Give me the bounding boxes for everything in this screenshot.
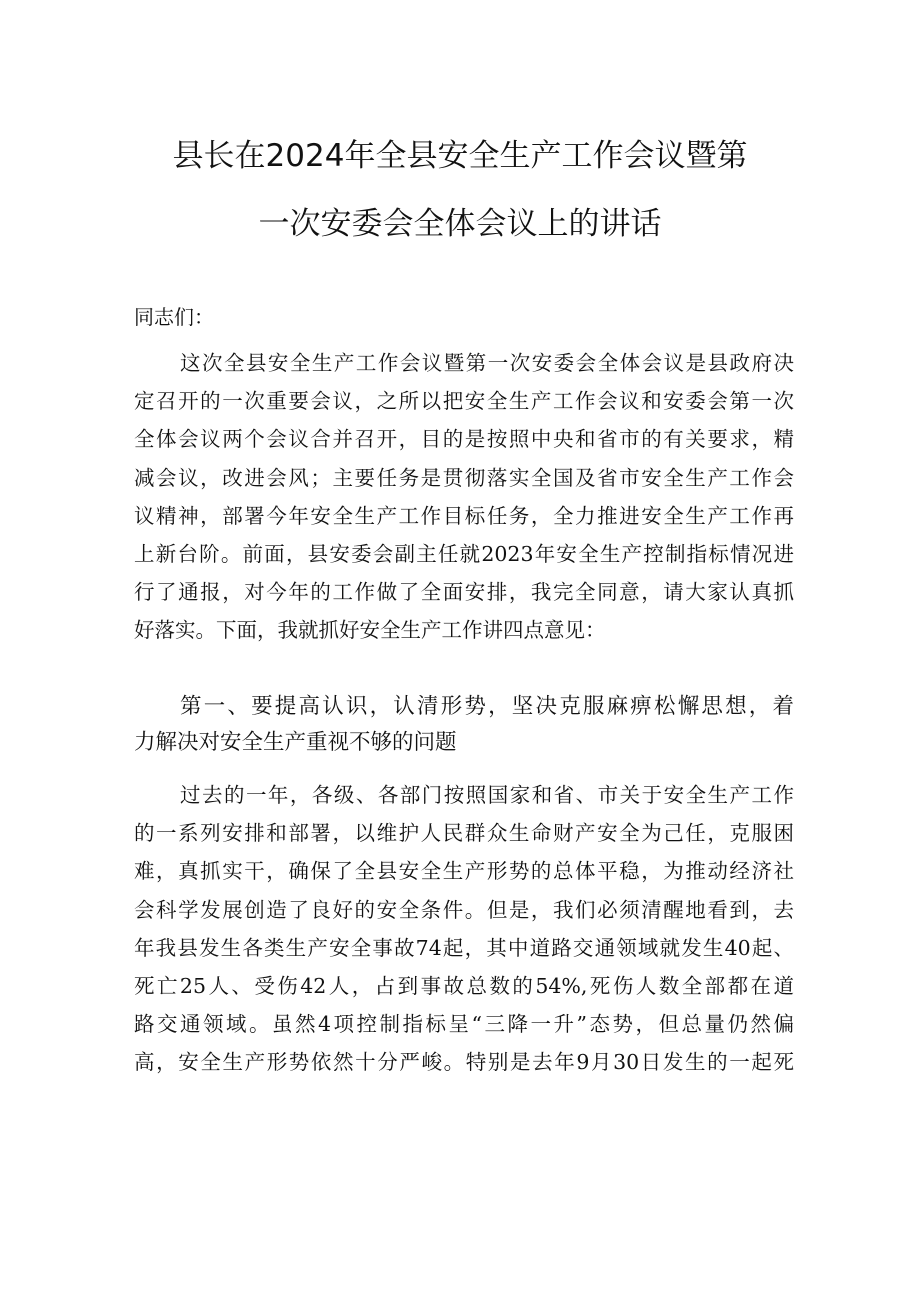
salutation: 同志们： [134, 305, 214, 329]
paragraph-line: 会科学发展创造了良好的安全条件。但是，我们必须清醒地看到，去 [134, 897, 794, 922]
body-paragraph [134, 776, 794, 1082]
paragraph-line: 这次全县安全生产工作会议暨第一次安委会全体会议是县政府决 [180, 351, 794, 375]
section-heading [134, 689, 794, 761]
paragraph-line: 高，安全生产形势依然十分严峻。特别是去年9月30日发生的一起死 [134, 1050, 794, 1075]
section-heading-line: 力解决对安全生产重视不够的问题 [134, 730, 457, 755]
paragraph-line: 年我县发生各类生产安全事故74起，其中道路交通领域就发生40起、 [134, 935, 794, 960]
paragraph-line: 过去的一年，各级、各部门按照国家和省、市关于安全生产工作 [180, 783, 794, 807]
paragraph-line: 路交通领域。虽然4项控制指标呈“三降一升”态势，但总量仍然偏 [134, 1012, 794, 1037]
section-heading-line: 第一、要提高认识，认清形势，坚决克服麻痹松懈思想，着 [180, 694, 794, 719]
intro-paragraph [134, 344, 794, 650]
paragraph-line: 的一系列安排和部署，以维护人民群众生命财产安全为己任，克服困 [134, 821, 794, 846]
paragraph-line: 上新台阶。前面，县安委会副主任就2023年安全生产控制指标情况进 [134, 541, 794, 566]
paragraph-line: 行了通报，对今年的工作做了全面安排，我完全同意，请大家认真抓 [134, 580, 794, 605]
document-title-line-2: 一次安委会全体会议上的讲话 [258, 206, 662, 242]
paragraph-line: 定召开的一次重要会议，之所以把安全生产工作会议和安委会第一次 [134, 389, 794, 414]
paragraph-line: 难，真抓实干，确保了全县安全生产形势的总体平稳，为推动经济社 [134, 859, 794, 884]
document-title-line-1: 县长在2024年全县安全生产工作会议暨第 [172, 138, 748, 174]
paragraph-line: 好落实。下面，我就抓好安全生产工作讲四点意见： [134, 618, 606, 643]
paragraph-line: 全体会议两个会议合并召开，目的是按照中央和省市的有关要求，精 [134, 427, 794, 452]
paragraph-line: 死亡25人、受伤42人，占到事故总数的54%,死伤人数全部都在道 [134, 973, 794, 998]
paragraph-line: 议精神，部署今年安全生产工作目标任务，全力推进安全生产工作再 [134, 503, 794, 528]
paragraph-line: 减会议，改进会风；主要任务是贯彻落实全国及省市安全生产工作会 [134, 465, 794, 490]
